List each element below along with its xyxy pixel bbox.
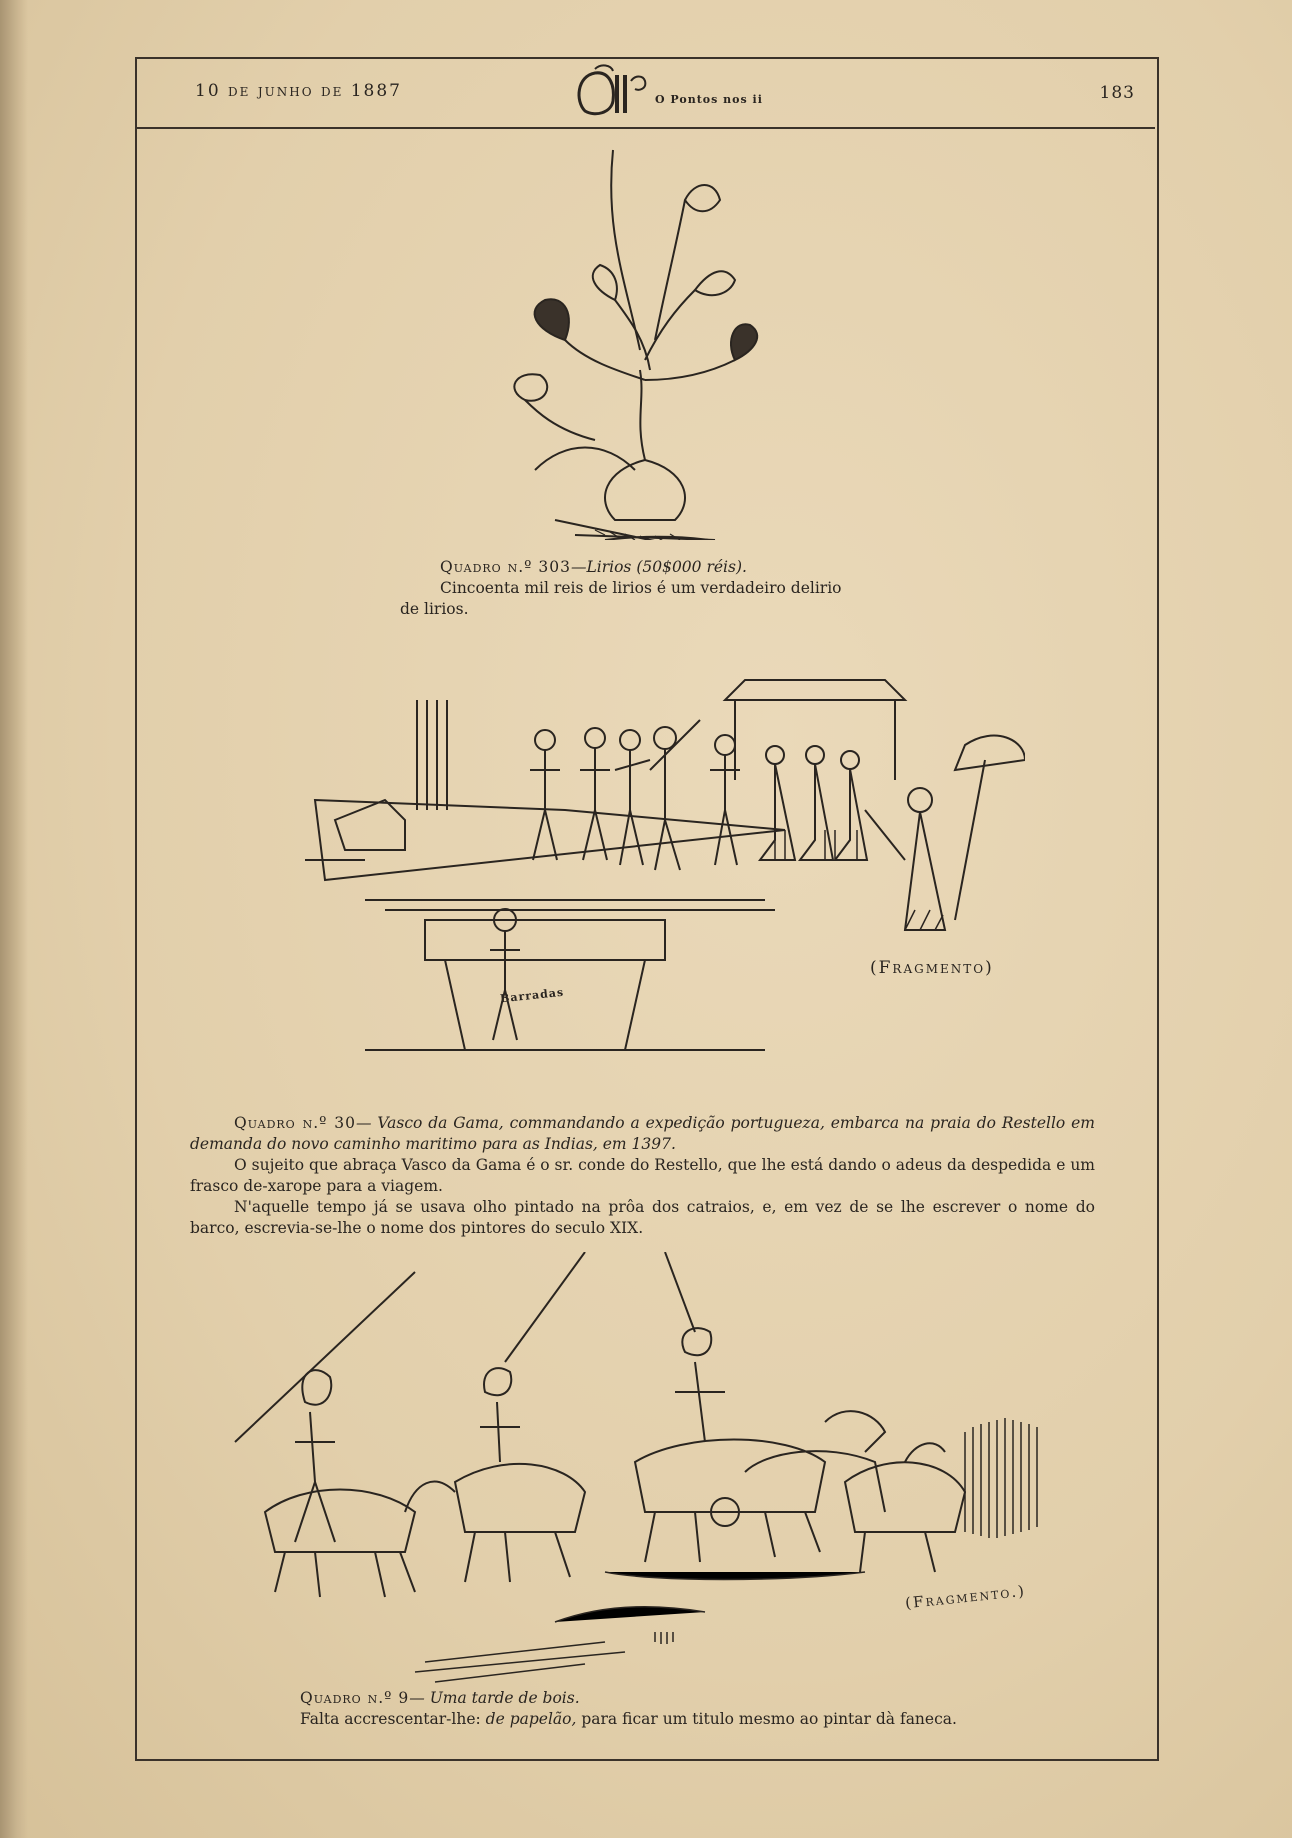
figure-title: —Lirios (50$000 réis).	[570, 558, 747, 576]
figure-label: Quadro n.º 303	[440, 558, 571, 576]
caption-paragraph: O sujeito que abraça Vasco da Gama é o sr. conde do Restello, que lhe está dando o adeus da despedida e um frasco de-xarope para a viagem.	[190, 1156, 1095, 1195]
figure-caption-lilies	[400, 557, 880, 620]
boat-name-label: Barradas	[499, 985, 565, 1006]
figure-title: — Vasco da Gama, commandando a expedição portugueza, embarca na praia do Restello em demanda do novo caminho maritimo para as Indias, em 1397.	[190, 1114, 1095, 1153]
caption-line: Cincoenta mil reis de lirios é um verdadeiro delirio	[440, 579, 842, 597]
caption-paragraph: N'aquelle tempo já se usava olho pintado na prôa dos catraios, e, em vez de se lhe escrever o nome do barco, escrevia-se-lhe o nome dos pintores do seculo XIX.	[190, 1198, 1095, 1237]
masthead-logo-text: O Pontos nos ii	[655, 93, 763, 106]
vasco-da-gama-illustration	[305, 660, 1025, 1070]
lilies-vase-illustration	[495, 140, 795, 540]
page-header	[135, 57, 1155, 129]
figure-caption-vasco	[190, 1113, 1095, 1239]
figure-caption-bulls	[300, 1688, 1060, 1730]
issue-date: 10 de junho de 1887	[195, 81, 402, 101]
caption-line: de lirios.	[400, 600, 469, 618]
bullfight-illustration	[225, 1252, 1055, 1687]
caption-text: para ficar um titulo mesmo ao pintar dà faneca.	[581, 1710, 957, 1728]
fragment-label: (Fragmento)	[870, 958, 994, 978]
fragment-label: (Fragmento.)	[904, 1581, 1027, 1613]
figure-label: Quadro n.º 9	[300, 1689, 410, 1707]
caption-text: Falta accrescentar-lhe:	[300, 1710, 481, 1728]
masthead-logo	[565, 61, 715, 121]
page-spine-shadow	[0, 0, 28, 1838]
caption-text-italic: de papelão,	[485, 1710, 577, 1728]
page-number: 183	[1099, 83, 1135, 103]
figure-title: — Uma tarde de bois.	[409, 1689, 580, 1707]
figure-label: Quadro n.º 30	[234, 1114, 356, 1132]
